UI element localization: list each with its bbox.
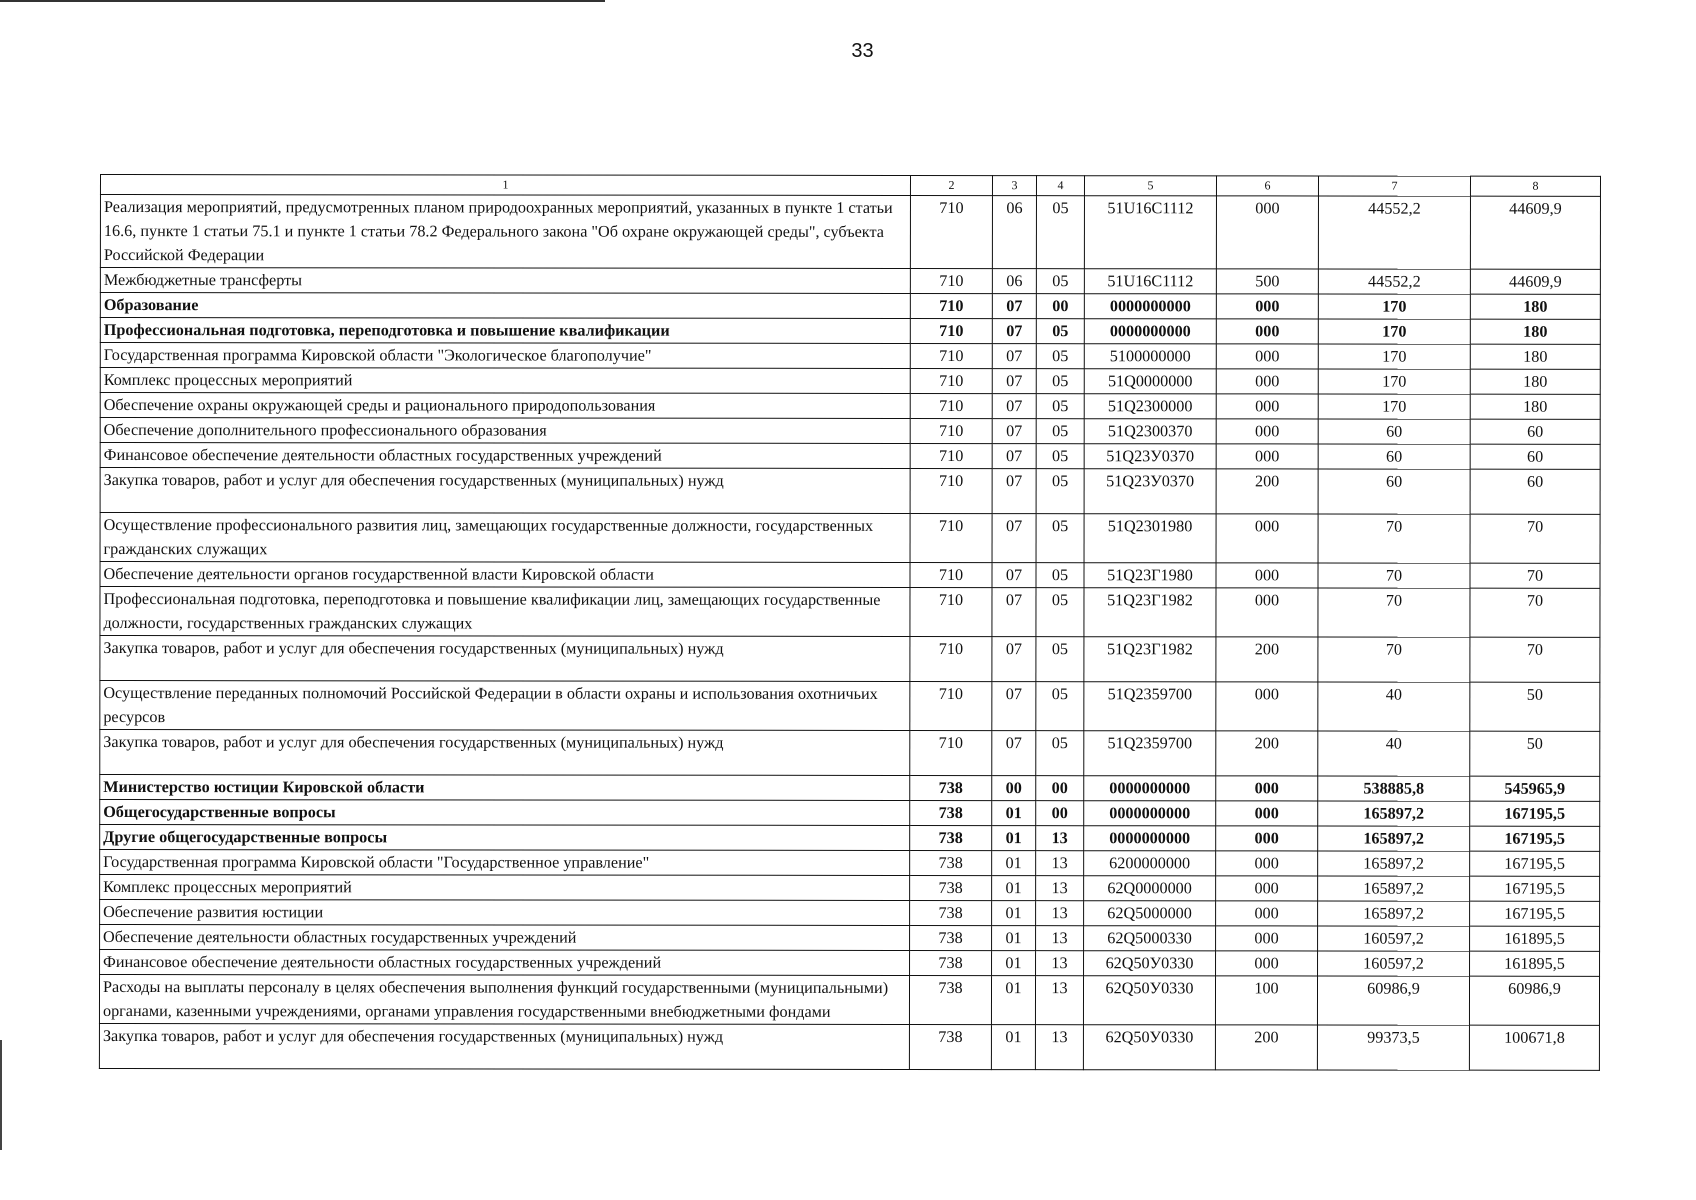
row-target-article: 62Q5000330 (1084, 926, 1216, 951)
page-number: 33 (851, 40, 874, 62)
row-name: Расходы на выплаты персоналу в целях обеспечения выполнения функций государственными (муниципальными) органами, казенными учреждениями, органами управления государственными внебюджетными фондами (99, 975, 909, 1025)
row-subsection: 05 (1036, 269, 1084, 294)
row-amount-year1: 170 (1318, 294, 1470, 319)
table-row (100, 418, 1600, 445)
row-subsection: 13 (1036, 876, 1084, 901)
row-section: 01 (992, 876, 1036, 901)
table-row (100, 800, 1600, 827)
header-cell: 7 (1318, 176, 1470, 196)
row-amount-year1: 70 (1318, 637, 1470, 682)
row-section: 07 (992, 514, 1036, 563)
row-subsection: 13 (1036, 851, 1084, 876)
table-row (100, 587, 1600, 638)
row-amount-year2: 70 (1470, 514, 1600, 563)
row-expense-type: 000 (1216, 294, 1318, 319)
row-target-article: 62Q50У0330 (1084, 951, 1216, 976)
row-name: Обеспечение деятельности органов государственной власти Кировской области (100, 562, 910, 588)
row-amount-year1: 165897,2 (1318, 901, 1470, 926)
row-amount-year2: 545965,9 (1470, 776, 1600, 801)
row-grbs: 710 (910, 587, 992, 636)
table-row (100, 681, 1600, 732)
row-name: Обеспечение охраны окружающей среды и рационального природопользования (100, 393, 910, 419)
row-subsection: 05 (1036, 588, 1084, 637)
row-target-article: 62Q50У0330 (1083, 1025, 1215, 1070)
row-name: Финансовое обеспечение деятельности областных государственных учреждений (100, 950, 910, 976)
row-expense-type: 000 (1216, 514, 1318, 563)
row-amount-year2: 100671,8 (1469, 1025, 1599, 1070)
table-row (100, 925, 1600, 952)
row-grbs: 710 (910, 293, 992, 318)
row-subsection: 05 (1036, 731, 1084, 776)
table-row (100, 825, 1600, 852)
row-section: 07 (992, 444, 1036, 469)
row-target-article: 0000000000 (1084, 826, 1216, 851)
row-name: Государственная программа Кировской области "Государственное управление" (100, 850, 910, 876)
row-amount-year1: 70 (1318, 514, 1470, 563)
row-target-article: 62Q0000000 (1084, 876, 1216, 901)
header-cell: 1 (100, 175, 910, 196)
row-name: Осуществление профессионального развития лиц, замещающих государственные должности, государственных гражданских служащих (100, 513, 910, 563)
row-amount-year2: 180 (1470, 319, 1600, 344)
table-row (100, 468, 1600, 515)
row-amount-year1: 60 (1318, 419, 1470, 444)
table-row (100, 195, 1600, 270)
row-expense-type: 200 (1216, 469, 1318, 514)
row-amount-year1: 538885,8 (1318, 776, 1470, 801)
row-section: 06 (992, 269, 1036, 294)
row-target-article: 6200000000 (1084, 851, 1216, 876)
row-target-article: 0000000000 (1084, 776, 1216, 801)
row-name: Финансовое обеспечение деятельности областных государственных учреждений (100, 443, 910, 469)
row-amount-year1: 99373,5 (1317, 1025, 1469, 1070)
row-grbs: 710 (910, 636, 992, 681)
row-section: 06 (992, 196, 1036, 269)
row-name: Министерство юстиции Кировской области (100, 775, 910, 801)
row-section: 07 (992, 588, 1036, 637)
row-section: 07 (992, 319, 1036, 344)
row-subsection: 05 (1036, 369, 1084, 394)
row-grbs: 738 (910, 875, 992, 900)
row-expense-type: 000 (1216, 196, 1318, 269)
row-section: 07 (992, 419, 1036, 444)
row-amount-year2: 60986,9 (1469, 976, 1599, 1025)
row-grbs: 738 (910, 850, 992, 875)
row-target-article: 51Q23У0370 (1084, 469, 1216, 514)
row-amount-year2: 60 (1470, 444, 1600, 469)
row-name: Обеспечение развития юстиции (100, 900, 910, 926)
row-expense-type: 000 (1216, 419, 1318, 444)
row-grbs: 710 (910, 318, 992, 343)
row-expense-type: 000 (1216, 951, 1318, 976)
row-name: Закупка товаров, работ и услуг для обеспечения государственных (муниципальных) нужд (100, 730, 910, 776)
row-amount-year1: 160597,2 (1318, 951, 1470, 976)
row-name: Другие общегосударственные вопросы (100, 825, 910, 851)
row-target-article: 51Q2359700 (1084, 682, 1216, 731)
row-name: Образование (100, 293, 910, 319)
row-section: 00 (992, 776, 1036, 801)
row-section: 07 (992, 731, 1036, 776)
row-target-article: 51Q0000000 (1084, 369, 1216, 394)
table-row (100, 318, 1600, 345)
row-name: Общегосударственные вопросы (100, 800, 910, 826)
row-subsection: 05 (1036, 563, 1084, 588)
table-row (100, 443, 1600, 470)
row-name: Реализация мероприятий, предусмотренных планом природоохранных мероприятий, указанных в пункте 1 статьи 16.6, пункте 1 статьи 75.1 и пункте 1 статьи 78.2 Федерального закона "Об охране окружающей среды", субъекта Российской Федерации (100, 195, 910, 269)
row-amount-year2: 167195,5 (1470, 901, 1600, 926)
row-amount-year2: 70 (1470, 563, 1600, 588)
row-amount-year2: 167195,5 (1470, 876, 1600, 901)
row-amount-year1: 44552,2 (1318, 269, 1470, 294)
row-amount-year2: 180 (1470, 344, 1600, 369)
row-subsection: 13 (1035, 976, 1083, 1025)
row-subsection: 13 (1036, 951, 1084, 976)
table-row (100, 513, 1600, 564)
row-target-article: 0000000000 (1084, 319, 1216, 344)
row-subsection: 05 (1036, 419, 1084, 444)
row-subsection: 05 (1036, 682, 1084, 731)
row-section: 07 (992, 294, 1036, 319)
row-amount-year2: 50 (1470, 731, 1600, 776)
row-subsection: 05 (1036, 444, 1084, 469)
row-grbs: 738 (910, 800, 992, 825)
row-section: 01 (992, 801, 1036, 826)
row-name: Государственная программа Кировской области "Экологическое благополучие" (100, 343, 910, 369)
row-amount-year1: 170 (1318, 319, 1470, 344)
row-subsection: 13 (1036, 826, 1084, 851)
row-expense-type: 000 (1216, 801, 1318, 826)
row-amount-year1: 60 (1318, 469, 1470, 514)
row-grbs: 710 (910, 418, 992, 443)
row-amount-year1: 170 (1318, 369, 1470, 394)
row-subsection: 05 (1036, 514, 1084, 563)
row-grbs: 710 (910, 343, 992, 368)
row-section: 01 (991, 1025, 1035, 1070)
row-grbs: 710 (910, 562, 992, 587)
table-row (100, 343, 1600, 370)
row-name: Профессиональная подготовка, переподготовка и повышение квалификации лиц, замещающих государственные должности, государственных гражданских служащих (100, 587, 910, 637)
row-amount-year2: 167195,5 (1470, 826, 1600, 851)
row-amount-year1: 40 (1318, 731, 1470, 776)
row-expense-type: 200 (1215, 1025, 1317, 1070)
row-amount-year1: 170 (1318, 394, 1470, 419)
row-expense-type: 000 (1216, 394, 1318, 419)
row-subsection: 05 (1036, 319, 1084, 344)
row-grbs: 738 (910, 825, 992, 850)
row-amount-year2: 167195,5 (1470, 801, 1600, 826)
row-expense-type: 000 (1216, 682, 1318, 731)
row-name: Закупка товаров, работ и услуг для обеспечения государственных (муниципальных) нужд (100, 636, 910, 682)
table-row (100, 368, 1600, 395)
row-expense-type: 100 (1215, 976, 1317, 1025)
table-header-row (100, 175, 1600, 197)
row-expense-type: 000 (1216, 319, 1318, 344)
row-name: Профессиональная подготовка, переподготовка и повышение квалификации (100, 318, 910, 344)
row-grbs: 710 (910, 730, 992, 775)
row-target-article: 51U16C1112 (1084, 196, 1216, 269)
row-target-article: 51Q2359700 (1084, 731, 1216, 776)
table-row (100, 393, 1600, 420)
row-subsection: 05 (1036, 196, 1084, 269)
row-amount-year1: 44552,2 (1318, 196, 1470, 269)
row-name: Комплекс процессных мероприятий (100, 875, 910, 901)
table-row (100, 562, 1600, 589)
row-section: 07 (992, 394, 1036, 419)
scan-edge-line (0, 0, 605, 2)
row-expense-type: 000 (1216, 444, 1318, 469)
header-cell: 5 (1084, 176, 1216, 196)
row-subsection: 13 (1035, 1025, 1083, 1070)
row-subsection: 13 (1036, 901, 1084, 926)
row-target-article: 51Q23У0370 (1084, 444, 1216, 469)
row-section: 07 (992, 369, 1036, 394)
row-section: 01 (992, 851, 1036, 876)
table-row (100, 775, 1600, 802)
row-section: 01 (992, 951, 1036, 976)
table-row (100, 293, 1600, 320)
row-amount-year1: 160597,2 (1318, 926, 1470, 951)
row-target-article: 51Q23Г1982 (1084, 637, 1216, 682)
row-name: Осуществление переданных полномочий Российской Федерации в области охраны и использования охотничьих ресурсов (100, 681, 910, 731)
row-grbs: 738 (910, 775, 992, 800)
row-target-article: 62Q50У0330 (1083, 976, 1215, 1025)
row-expense-type: 200 (1216, 637, 1318, 682)
row-amount-year2: 180 (1470, 369, 1600, 394)
table-row (100, 850, 1600, 877)
row-expense-type: 000 (1216, 901, 1318, 926)
row-expense-type: 500 (1216, 269, 1318, 294)
row-expense-type: 000 (1216, 588, 1318, 637)
row-grbs: 738 (910, 950, 992, 975)
table-row (100, 900, 1600, 927)
row-name: Обеспечение дополнительного профессионального образования (100, 418, 910, 444)
row-amount-year1: 60 (1318, 444, 1470, 469)
row-target-article: 62Q5000000 (1084, 901, 1216, 926)
row-target-article: 51Q2300000 (1084, 394, 1216, 419)
row-subsection: 05 (1036, 637, 1084, 682)
row-grbs: 710 (910, 393, 992, 418)
row-section: 07 (992, 563, 1036, 588)
row-subsection: 00 (1036, 801, 1084, 826)
row-grbs: 738 (910, 900, 992, 925)
row-amount-year1: 70 (1318, 588, 1470, 637)
row-name: Комплекс процессных мероприятий (100, 368, 910, 394)
row-amount-year2: 161895,5 (1470, 926, 1600, 951)
row-amount-year2: 44609,9 (1470, 196, 1600, 269)
row-section: 07 (992, 469, 1036, 514)
row-target-article: 51Q23Г1980 (1084, 563, 1216, 588)
row-expense-type: 000 (1216, 876, 1318, 901)
row-amount-year2: 70 (1470, 588, 1600, 637)
row-amount-year2: 60 (1470, 469, 1600, 514)
row-expense-type: 000 (1216, 926, 1318, 951)
row-name: Межбюджетные трансферты (100, 268, 910, 294)
row-target-article: 0000000000 (1084, 801, 1216, 826)
table-row (99, 1024, 1599, 1071)
row-amount-year1: 60986,9 (1317, 976, 1469, 1025)
row-grbs: 710 (910, 513, 992, 562)
row-section: 01 (992, 826, 1036, 851)
table-row (100, 730, 1600, 777)
row-amount-year1: 165897,2 (1318, 851, 1470, 876)
row-section: 01 (991, 976, 1035, 1025)
row-amount-year1: 40 (1318, 682, 1470, 731)
row-section: 07 (992, 682, 1036, 731)
table-row (100, 875, 1600, 902)
row-grbs: 738 (910, 925, 992, 950)
table-row (100, 636, 1600, 683)
row-grbs: 710 (910, 268, 992, 293)
row-section: 01 (992, 901, 1036, 926)
row-target-article: 51Q2300370 (1084, 419, 1216, 444)
row-subsection: 05 (1036, 469, 1084, 514)
row-grbs: 738 (909, 1024, 991, 1069)
row-grbs: 738 (909, 975, 991, 1024)
row-expense-type: 000 (1216, 826, 1318, 851)
row-expense-type: 000 (1216, 563, 1318, 588)
header-cell: 3 (992, 176, 1036, 196)
row-section: 07 (992, 344, 1036, 369)
row-amount-year2: 44609,9 (1470, 269, 1600, 294)
row-amount-year2: 180 (1470, 294, 1600, 319)
row-amount-year1: 165897,2 (1318, 826, 1470, 851)
row-section: 07 (992, 637, 1036, 682)
row-subsection: 13 (1036, 926, 1084, 951)
row-amount-year1: 165897,2 (1318, 801, 1470, 826)
row-expense-type: 000 (1216, 369, 1318, 394)
row-amount-year1: 70 (1318, 563, 1470, 588)
row-expense-type: 000 (1216, 851, 1318, 876)
row-amount-year2: 50 (1470, 682, 1600, 731)
row-subsection: 05 (1036, 394, 1084, 419)
row-grbs: 710 (910, 368, 992, 393)
row-grbs: 710 (910, 195, 992, 268)
row-target-article: 51Q23Г1982 (1084, 588, 1216, 637)
row-subsection: 00 (1036, 294, 1084, 319)
row-target-article: 0000000000 (1084, 294, 1216, 319)
table-row (100, 268, 1600, 295)
row-subsection: 00 (1036, 776, 1084, 801)
row-grbs: 710 (910, 681, 992, 730)
row-name: Закупка товаров, работ и услуг для обеспечения государственных (муниципальных) нужд (99, 1024, 909, 1070)
row-amount-year2: 167195,5 (1470, 851, 1600, 876)
header-cell: 8 (1470, 176, 1600, 196)
row-target-article: 5100000000 (1084, 344, 1216, 369)
row-amount-year2: 161895,5 (1470, 951, 1600, 976)
row-amount-year2: 60 (1470, 419, 1600, 444)
row-amount-year1: 165897,2 (1318, 876, 1470, 901)
row-grbs: 710 (910, 468, 992, 513)
row-amount-year1: 170 (1318, 344, 1470, 369)
scan-edge-line-left (0, 1040, 2, 1150)
row-subsection: 05 (1036, 344, 1084, 369)
header-cell: 2 (910, 175, 992, 195)
row-expense-type: 000 (1216, 344, 1318, 369)
row-expense-type: 200 (1216, 731, 1318, 776)
row-grbs: 710 (910, 443, 992, 468)
budget-table (99, 174, 1601, 1071)
header-cell: 6 (1216, 176, 1318, 196)
row-amount-year2: 180 (1470, 394, 1600, 419)
header-cell: 4 (1036, 176, 1084, 196)
table-row (99, 975, 1599, 1026)
row-target-article: 51U16C1112 (1084, 269, 1216, 294)
table-row (100, 950, 1600, 977)
row-amount-year2: 70 (1470, 637, 1600, 682)
row-target-article: 51Q2301980 (1084, 514, 1216, 563)
row-name: Обеспечение деятельности областных государственных учреждений (100, 925, 910, 951)
row-expense-type: 000 (1216, 776, 1318, 801)
row-name: Закупка товаров, работ и услуг для обеспечения государственных (муниципальных) нужд (100, 468, 910, 514)
row-section: 01 (992, 926, 1036, 951)
